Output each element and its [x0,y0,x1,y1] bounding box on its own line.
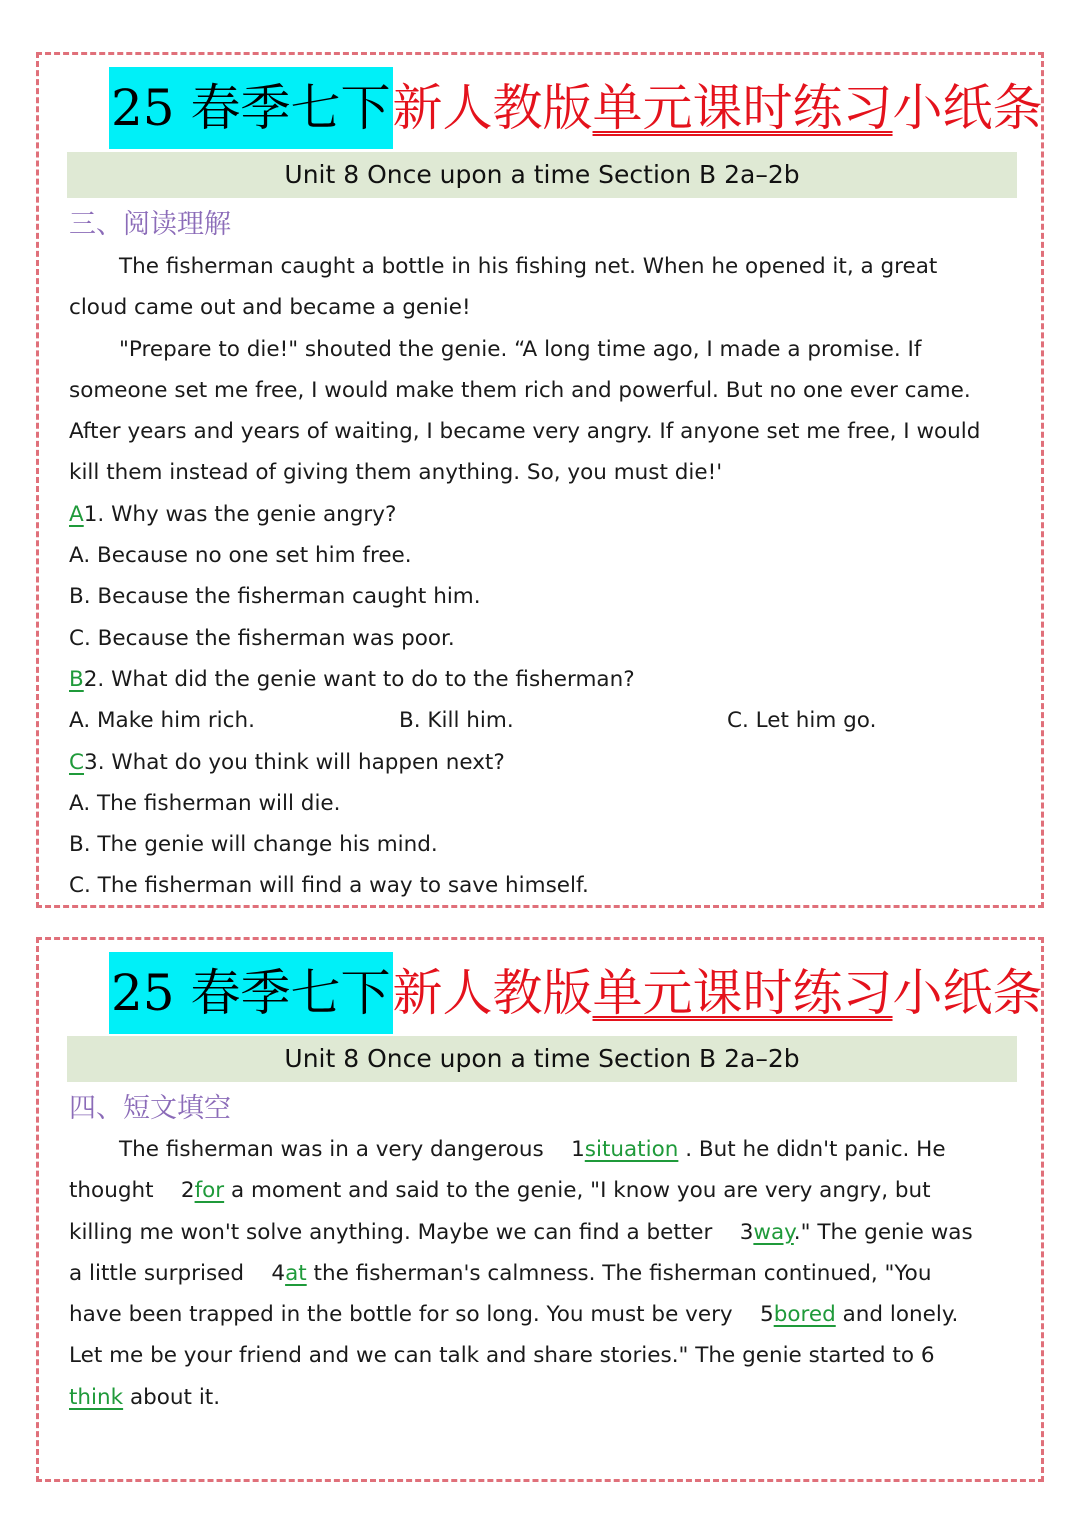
blank-number: 1 [571,1137,585,1162]
title-part-2: 单元课时练习 [592,964,893,1022]
blank-number: 4 [271,1260,286,1286]
title-prefix: 25 春季七下 [109,952,393,1034]
cloze-line [69,1253,1019,1294]
title-part-1: 新人教版 [392,964,593,1022]
worksheet-card-cloze [36,937,1044,1482]
title-part-3: 小纸条 [892,964,1043,1022]
unit-subheading: Unit 8 Once upon a time Section B 2a–2b [67,152,1017,198]
blank-answer-4: at [285,1260,307,1286]
blank-number: 5 [760,1302,774,1328]
answer-1: A [69,501,84,527]
question-stem: 3. What do you think will happen next? [84,749,505,775]
reading-passage [69,246,1019,907]
blank-number: 3 [739,1219,754,1245]
blank-answer-2: for [194,1178,225,1204]
cloze-text: a little surprised [69,1260,245,1286]
cloze-text: thought [69,1178,154,1204]
answer-2: B [69,666,84,692]
title-prefix: 25 春季七下 [109,67,393,149]
passage-line: After years and years of waiting, I became very angry. If anyone set me free, I would [69,419,981,445]
cloze-passage [69,1129,1019,1418]
question-3 [69,742,1019,783]
cloze-text: The fisherman was in a very dangerous [119,1137,544,1162]
option: B. The genie will change his mind. [69,832,438,858]
options-row [69,700,1019,741]
cloze-text: ." The genie was [793,1219,973,1245]
cloze-text: . But he didn't panic. He [685,1137,946,1162]
blank-number: 6 [920,1343,935,1369]
cloze-line [69,1294,1019,1335]
option: C. Because the fisherman was poor. [69,625,455,651]
option: C. Let him go. [727,708,877,734]
blank-answer-1: situation [584,1137,679,1162]
passage-line: cloud came out and became a genie! [69,295,471,321]
unit-subheading: Unit 8 Once upon a time Section B 2a–2b [67,1036,1017,1082]
option: B. Kill him. [399,708,514,734]
worksheet-card-reading [36,52,1044,908]
blank-answer-5: bored [773,1302,836,1328]
passage-line: "Prepare to die!" shouted the genie. “A long time ago, I made a promise. If [119,336,922,362]
passage-line: someone set me free, I would make them rich and powerful. But no one ever came. [69,377,971,403]
worksheet-title [109,952,1043,1034]
passage-line: The fisherman caught a bottle in his fishing net. When he opened it, a great [119,254,938,279]
option: C. The fisherman will find a way to save himself. [69,873,589,899]
cloze-text: a moment and said to the genie, "I know you are very angry, but [230,1178,931,1204]
cloze-text: the fisherman's calmness. The fisherman continued, "You [313,1260,932,1286]
title-part-3: 小纸条 [892,79,1043,137]
cloze-text: about it. [129,1384,221,1410]
cloze-line [69,1170,1019,1211]
question-1 [69,494,1019,535]
section-label: 四、短文填空 [69,1093,231,1124]
title-part-2: 单元课时练习 [592,79,893,137]
option: A. The fisherman will die. [69,790,341,816]
blank-answer-3: way [753,1219,794,1245]
section-label: 三、阅读理解 [69,209,231,240]
cloze-text: killing me won't solve anything. Maybe we can find a better [69,1219,713,1245]
cloze-text: and lonely. [842,1302,959,1328]
question-stem: 1. Why was the genie angry? [83,501,397,527]
answer-3: C [69,749,85,775]
cloze-text: Let me be your friend and we can talk and share stories." The genie started to [69,1343,914,1369]
cloze-line [69,1212,1019,1253]
question-stem: 2. What did the genie want to do to the fisherman? [83,666,635,692]
question-2 [69,659,1019,700]
option: A. Because no one set him free. [69,543,412,569]
worksheet-title [109,67,1043,149]
cloze-line [69,1377,1019,1418]
cloze-text: have been trapped in the bottle for so long. You must be very [69,1302,733,1328]
title-part-1: 新人教版 [392,79,593,137]
passage-line: kill them instead of giving them anything. So, you must die!' [69,460,723,486]
blank-answer-6: think [69,1384,124,1410]
cloze-line [69,1129,1019,1170]
blank-number: 2 [180,1178,195,1204]
cloze-line [69,1335,1019,1376]
option: B. Because the fisherman caught him. [69,584,481,610]
option: A. Make him rich. [69,708,255,734]
